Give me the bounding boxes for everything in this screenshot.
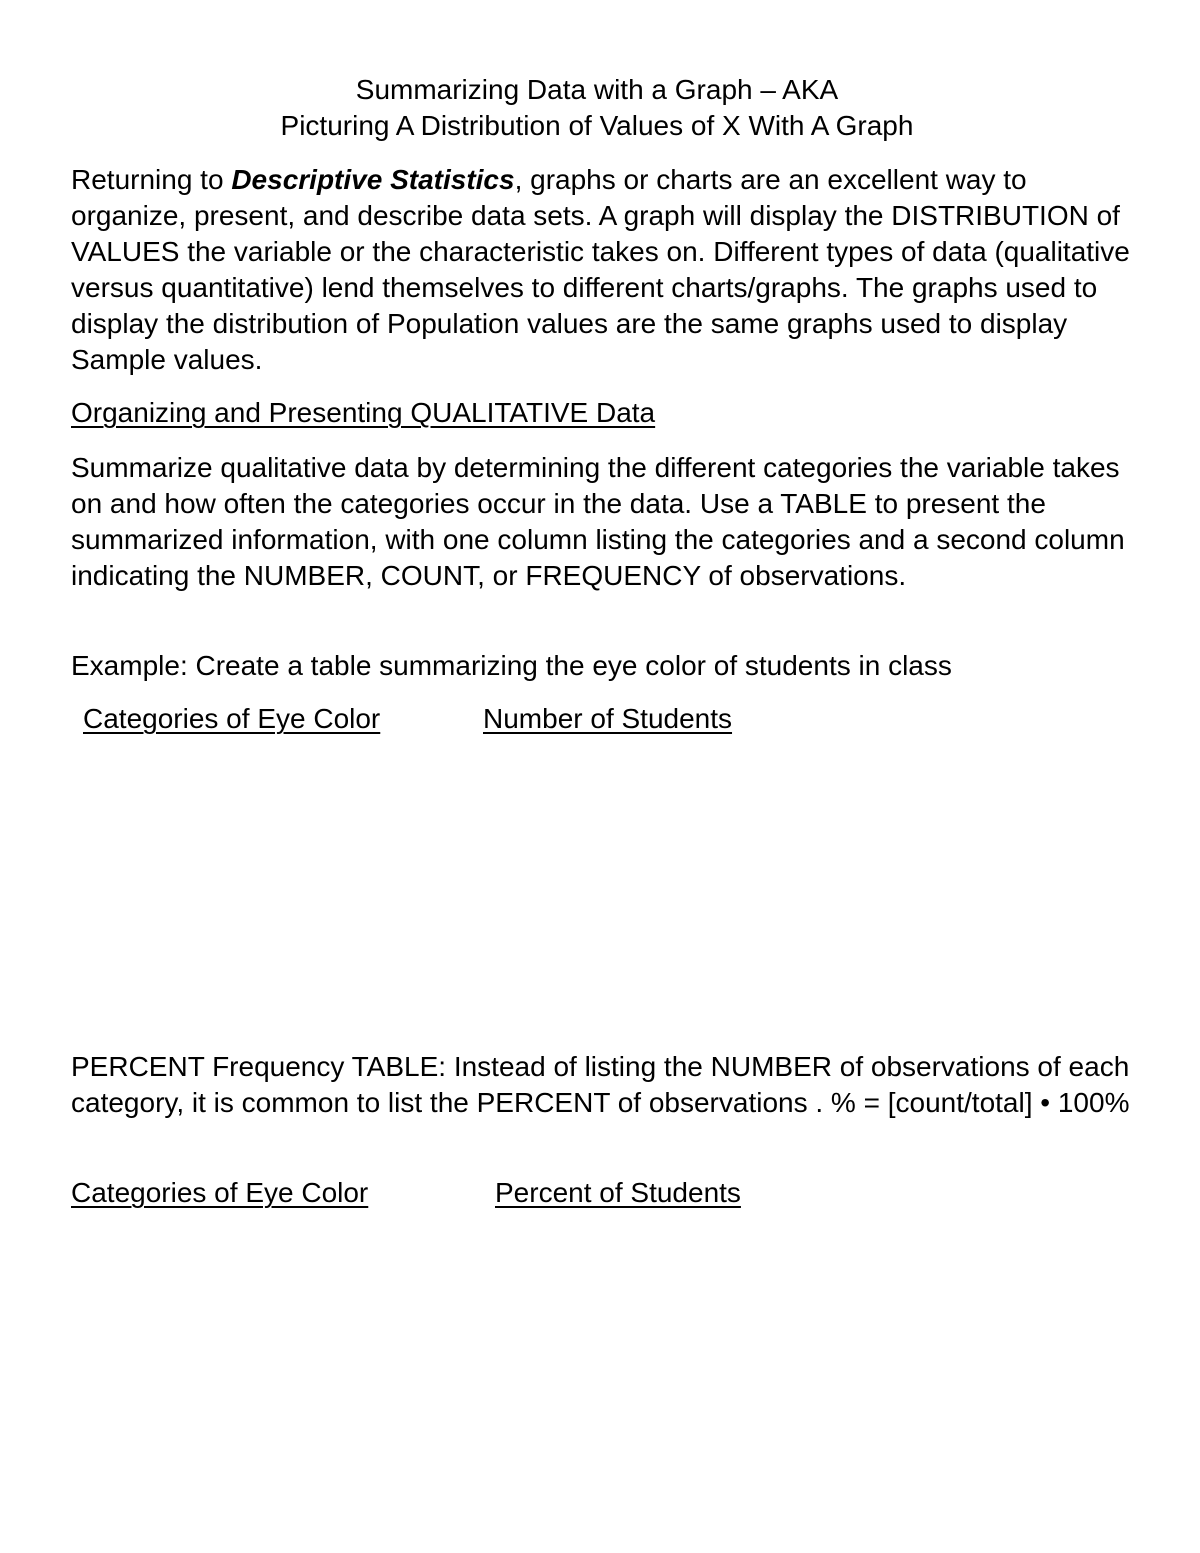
table2-col-percent: Percent of Students	[495, 1177, 741, 1208]
percent-paragraph: PERCENT Frequency TABLE: Instead of listing the NUMBER of observations of each category, it is common to list the PERCENT of observations . % = [count/total] • 100%	[71, 1051, 1130, 1118]
table1-col-number: Number of Students	[483, 703, 733, 734]
table2-col-categories: Categories of Eye Color	[71, 1177, 369, 1208]
title-line-2: Picturing A Distribution of Values of X With A Graph	[280, 110, 914, 141]
title-line-1: Summarizing Data with a Graph – AKA	[355, 74, 839, 105]
section-heading-text: Organizing and Presenting QUALITATIVE Data	[71, 397, 656, 428]
intro-lead: Returning to	[71, 164, 232, 195]
intro-emphasis: Descriptive Statistics	[231, 164, 515, 195]
example-text: Example: Create a table summarizing the eye color of students in class	[71, 650, 952, 681]
intro-paragraph	[71, 162, 1131, 378]
section-heading	[71, 395, 1131, 431]
document-title	[0, 72, 1194, 144]
table1-col-categories: Categories of Eye Color	[83, 703, 381, 734]
intro-rest: , graphs or charts are an excellent way to organize, present, and describe data sets. A graph will display the DISTRIBUTION of VALUES the variable or the characteristic takes on. Different types of data (qualitative versus quantitative) lend themselves to different charts/graphs. The graphs used to display the distribution of Population values are the same graphs used to display Sample values.	[71, 164, 1130, 375]
summary-paragraph: Summarize qualitative data by determining the different categories the variable takes on and how often the categories occur in the data. Use a TABLE to present the summarized information, with one column listing the categories and a second column indicating the NUMBER, COUNT, or FREQUENCY of observations.	[71, 452, 1125, 591]
